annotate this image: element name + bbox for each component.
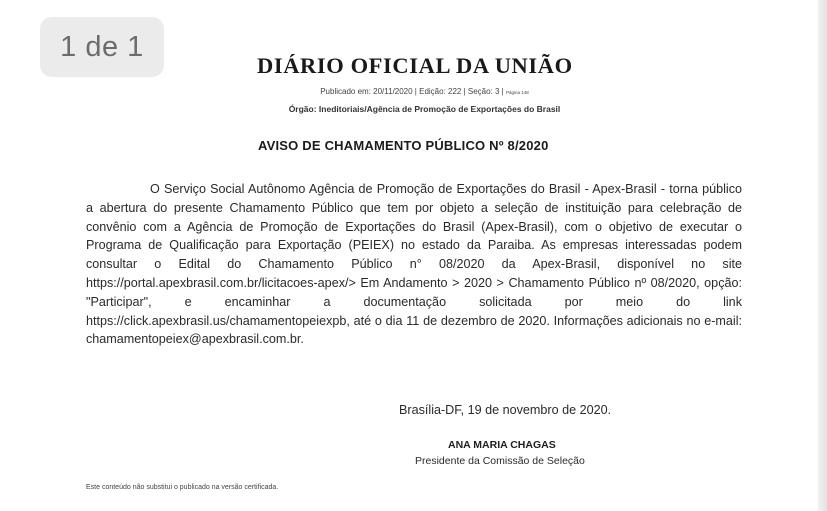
footer-disclaimer: Este conteúdo não substitui o publicado na versão certificada.: [86, 484, 279, 491]
publication-info: [0, 87, 827, 96]
page-edge: [818, 0, 827, 511]
page-indicator-badge: 1 de 1: [40, 17, 164, 77]
masthead: DIÁRIO OFICIAL DA UNIÃO: [257, 53, 573, 78]
signer-role: Presidente da Comissão de Seleção: [415, 455, 585, 467]
publication-info-text: Publicado em: 20/11/2020 | Edição: 222 | Seção: 3 |: [320, 87, 504, 96]
place-date: Brasília-DF, 19 de novembro de 2020.: [399, 403, 612, 417]
notice-body: O Serviço Social Autônomo Agência de Promoção de Exportações do Brasil - Apex-Brasil - torna público a abertura do presente Chamamento Público que tem por objeto a seleção de instituição para celebração de convênio com a Agência de Promoção de Exportações do Brasil (Apex-Brasil), com o objetivo de executar o Programa de Qualificação para Exportação (PEIEX) no estado da Paraiba. As empresas interessadas podem consultar o Edital do Chamamento Público n° 08/2020 da Apex-Brasil, disponível no site https://portal.apexbrasil.com.br/licitacoes-apex/> Em Andamento > 2020 > Chamamento Público nº 08/2020, opção: "Participar", e encaminhar a documentação solicitada por meio do link https://click.apexbrasil.us/chamamentopeiexpb, até o dia 11 de dezembro de 2020. Informações adicionais no e-mail: chamamentopeiex@apexbrasil.com.br.: [86, 182, 742, 347]
organ-line: Órgão: Ineditoriais/Agência de Promoção de Exportações do Brasil: [288, 104, 561, 114]
page-number: Página 148: [506, 90, 529, 95]
signer-name: ANA MARIA CHAGAS: [448, 439, 556, 451]
notice-title: AVISO DE CHAMAMENTO PÚBLICO Nº 8/2020: [258, 138, 549, 153]
